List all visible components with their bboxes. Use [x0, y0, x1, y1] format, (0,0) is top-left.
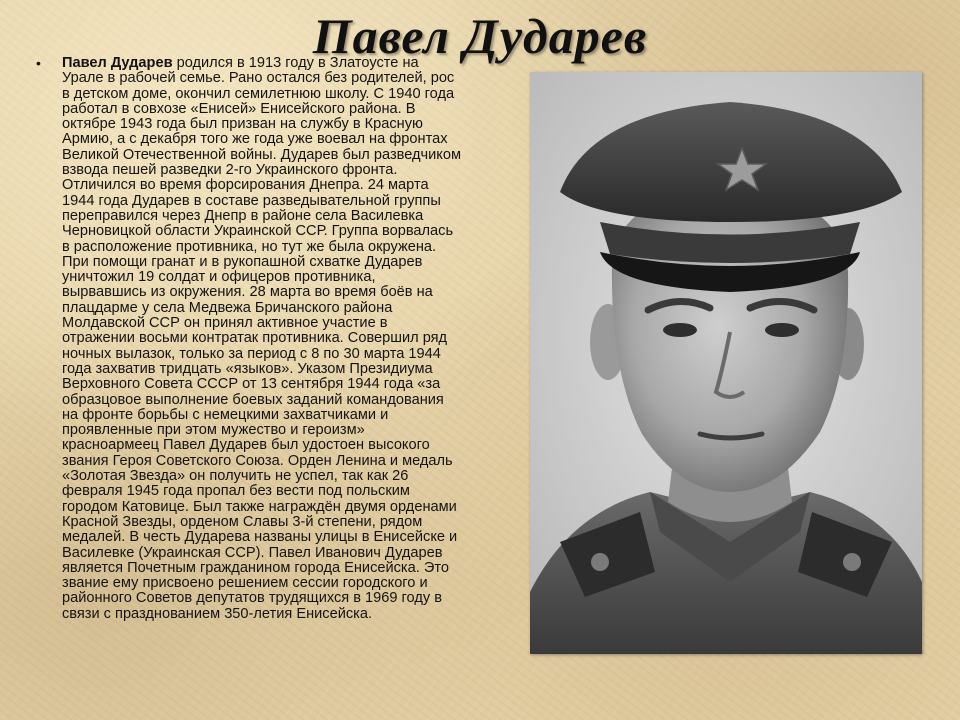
slide-title: Павел Дударев [312, 8, 648, 64]
bullet-icon: • [36, 55, 41, 71]
biography-name: Павел Дударев [62, 55, 173, 71]
biography-paragraph [36, 56, 464, 622]
biography-text: родился в 1913 году в Златоусте на Урале в рабочей семье. Рано остался без родителей, рос в детском доме, окончил семилетнюю школу. С 1940 года работал в совхозе «Енисей» Енисейского района. В октябре 1943 года был призван на службу в Красную Армию, а с декабря того же года уже воевал на фронтах Великой Отечественной войны. Дударев был разведчиком взвода пешей разведки 2-го Украинского фронта. Отличился во время форсирования Днепра. 24 марта 1944 года Дударев в составе разведывательной группы переправился через Днепр в районе села Василевка Черновицкой области Украинской ССР. Группа ворвалась в расположение противника, но тут же была окружена. При помощи гранат и в рукопашной схватке Дударев уничтожил 19 солдат и офицеров противника, вырвавшись из окружения. 28 марта во время боёв на плацдарме у села Медвежа Бричанского района Молдавской ССР он принял активное участие в отражении восьми контратак противника. Совершил ряд ночных вылазок, только за период с 8 по 30 марта 1944 года захватив тридцать «языков». Указом Президиума Верховного Совета СССР от 13 сентября 1944 года «за образцовое выполнение боевых заданий командования на фронте борьбы с немецкими захватчиками и проявленные при этом мужество и героизм» красноармеец Павел Дударев был удостоен высокого звания Героя Советского Союза. Орден Ленина и медаль «Золотая Звезда» он получить не успел, так как 26 февраля 1945 года пропал без вести под польским городом Катовице. Был также награждён двумя орденами Красной Звезды, орденом Славы 3-й степени, рядом медалей. В честь Дударева названы улицы в Енисейске и Василевке (Украинская ССР). Павел Иванович Дударев является Почетным гражданином города Енисейска. Это звание ему присвоено решением сессии городского и районного Советов депутатов трудящихся в 1969 году в связи с празднованием 350-летия Енисейска. [62, 55, 461, 622]
biography-list [36, 56, 464, 622]
portrait-photo [530, 72, 922, 654]
